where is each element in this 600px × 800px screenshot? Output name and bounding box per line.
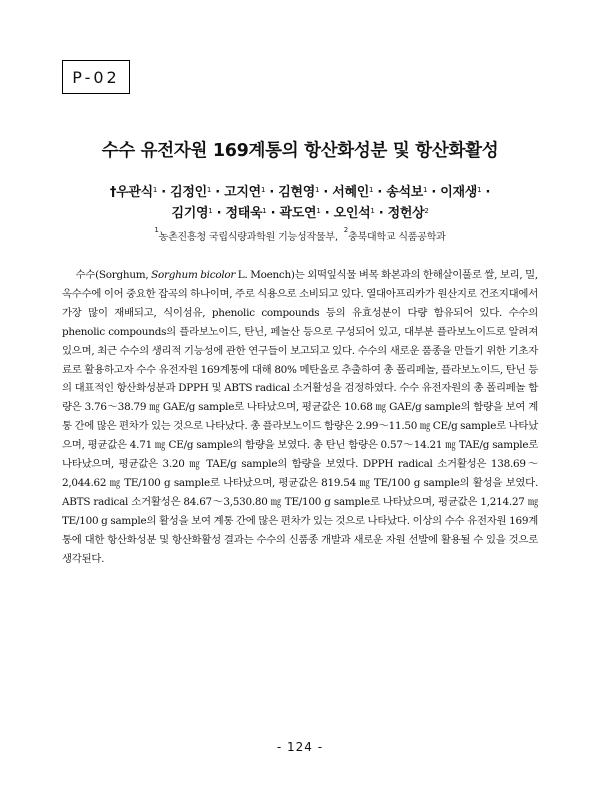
author-name (224, 185, 265, 200)
author-name (334, 206, 375, 221)
author-name-text: 김기영 (171, 206, 209, 221)
session-code-box: P-02 (62, 60, 130, 94)
author-name (226, 206, 267, 221)
author-name-text: 고지연 (224, 185, 261, 200)
author-name (171, 206, 212, 221)
author-name-text: 김현영 (278, 185, 315, 200)
author-list (60, 182, 540, 224)
author-affiliation-mark: 1 (423, 186, 428, 194)
species-name: Sorghum bicolor (151, 269, 236, 281)
author-affiliation-mark: 1 (206, 186, 212, 194)
author-name-text: 우관식 (116, 185, 153, 200)
author-affiliation-mark: 1 (260, 186, 266, 194)
affiliation-2: 충북대학교 식품공학과 (348, 232, 446, 243)
author-affiliation-mark: 1 (370, 207, 375, 215)
author-affiliation-mark: 2 (424, 207, 429, 215)
author-line-1: †우관식$^1$ · 김정인$^1$ · 고지연$^1$ · 김현영$^1$ · 서혜인$^1$ · 송석보$^1$ · 이재생$^1$ · (109, 185, 491, 200)
author-name (440, 185, 481, 200)
author-name (332, 185, 373, 200)
author-name (278, 185, 319, 200)
corresponding-mark: † (109, 185, 117, 200)
author-affiliation-mark: 1 (316, 207, 321, 215)
author-affiliation-mark: 1 (314, 186, 320, 194)
author-affiliation-mark: 1 (369, 186, 374, 194)
author-affiliation-mark: 1 (262, 207, 267, 215)
author-name-text: 곽도연 (279, 206, 317, 221)
affiliation-1-mark: 1 (154, 226, 159, 234)
affiliation-1: 농촌진흥청 국립식량과학원 기능성작물부, (158, 232, 338, 243)
author-name (116, 185, 157, 200)
author-affiliation-mark: 1 (152, 186, 158, 194)
author-name (170, 185, 211, 200)
author-name-text: 송석보 (386, 185, 424, 200)
abstract-body (62, 266, 538, 569)
author-name-text: 정헌상 (387, 206, 425, 221)
author-name-text: 정태욱 (225, 206, 263, 221)
abstract-text-rest: L. Moench)는 외떡잎식물 벼목 화본과의 한해살이풀로 쌀, 보리, 밀, 옥수수에 이어 중요한 잡곡의 하나이며, 주로 식용으로 소비되고 있다. 열대아프리카가 원산지로 건조지대에서 가장 많이 재배되고, 식이섬유, phenolic compounds 등의 유효성분이 다량 함유되어 있다. 수수의 phenolic compounds의 플라보노이드, 탄닌, 페놀산 등으로 구성되어 있고, 대부분 플라보노이드로 알려져 있으며, 최근 수수의 생리적 기능성에 관한 연구들이 보고되고 있다. 수수의 새로운 품종을 만들기 위한 기초자료로 활용하고자 수수 유전자원 169계통에 대해 80% 메탄올로 추출하여 총 폴리페놀, 플라보노이드, 탄닌 등의 대표적인 항산화성분과 DPPH 및 ABTS radical 소거활성을 검정하였다. 수수 유전자원의 총 폴리페놀 함량은 3.76～38.79 ㎎ GAE/g sample로 나타났으며, 평균값은 10.68 ㎎ GAE/g sample의 함량을 보여 계통 간에 많은 편차가 있는 것으로 나타났다. 총 플라보노이드 함량은 2.99～11.50 ㎎ CE/g sample로 나타났으며, 평균값은 4.71 ㎎ CE/g sample의 함량을 보였다. 총 탄닌 함량은 0.57～14.21 ㎎ TAE/g sample로 나타났으며, 평균값은 3.20 ㎎ TAE/g sample의 함량을 보였다. DPPH radical 소거활성은 138.69～2,044.62 ㎎ TE/100 g sample로 나타났으며, 평균값은 819.54 ㎎ TE/100 g sample의 활성을 보였다. ABTS radical 소거활성은 84.67～3,530.80 ㎎ TE/100 g sample로 나타났으며, 평균값은 1,214.27 ㎎ TE/100 g sample의 활성을 보여 계통 간에 많은 편차가 있는 것으로 나타났다. 이상의 수수 유전자원 169계통에 대한 항산화성분 및 항산화활성 결과는 수수의 신품종 개발과 새로운 자원 선발에 활용될 수 있을 것으로 생각된다. (62, 269, 538, 565)
affiliation-2-mark: 2 (343, 226, 349, 234)
author-name (388, 206, 429, 221)
author-name-text: 이재생 (440, 185, 478, 200)
paper-title: 수수 유전자원 169계통의 항산화성분 및 항산화활성 (101, 141, 499, 161)
author-name-text: 김정인 (170, 185, 207, 200)
author-affiliation-mark: 1 (208, 207, 213, 215)
author-name (280, 206, 321, 221)
author-name (386, 185, 427, 200)
author-line-2: 김기영$^1$ · 정태욱$^1$ · 곽도연$^1$ · 오인석$^1$ · 정헌상$^2$ (171, 206, 429, 221)
author-name-text: 오인석 (333, 206, 371, 221)
affiliations (60, 228, 540, 243)
author-name-text: 서혜인 (332, 185, 369, 200)
page-number: - 124 - (276, 740, 324, 754)
abstract-text-start: 수수(Sorghum, (75, 269, 152, 281)
author-affiliation-mark: 1 (477, 186, 482, 194)
